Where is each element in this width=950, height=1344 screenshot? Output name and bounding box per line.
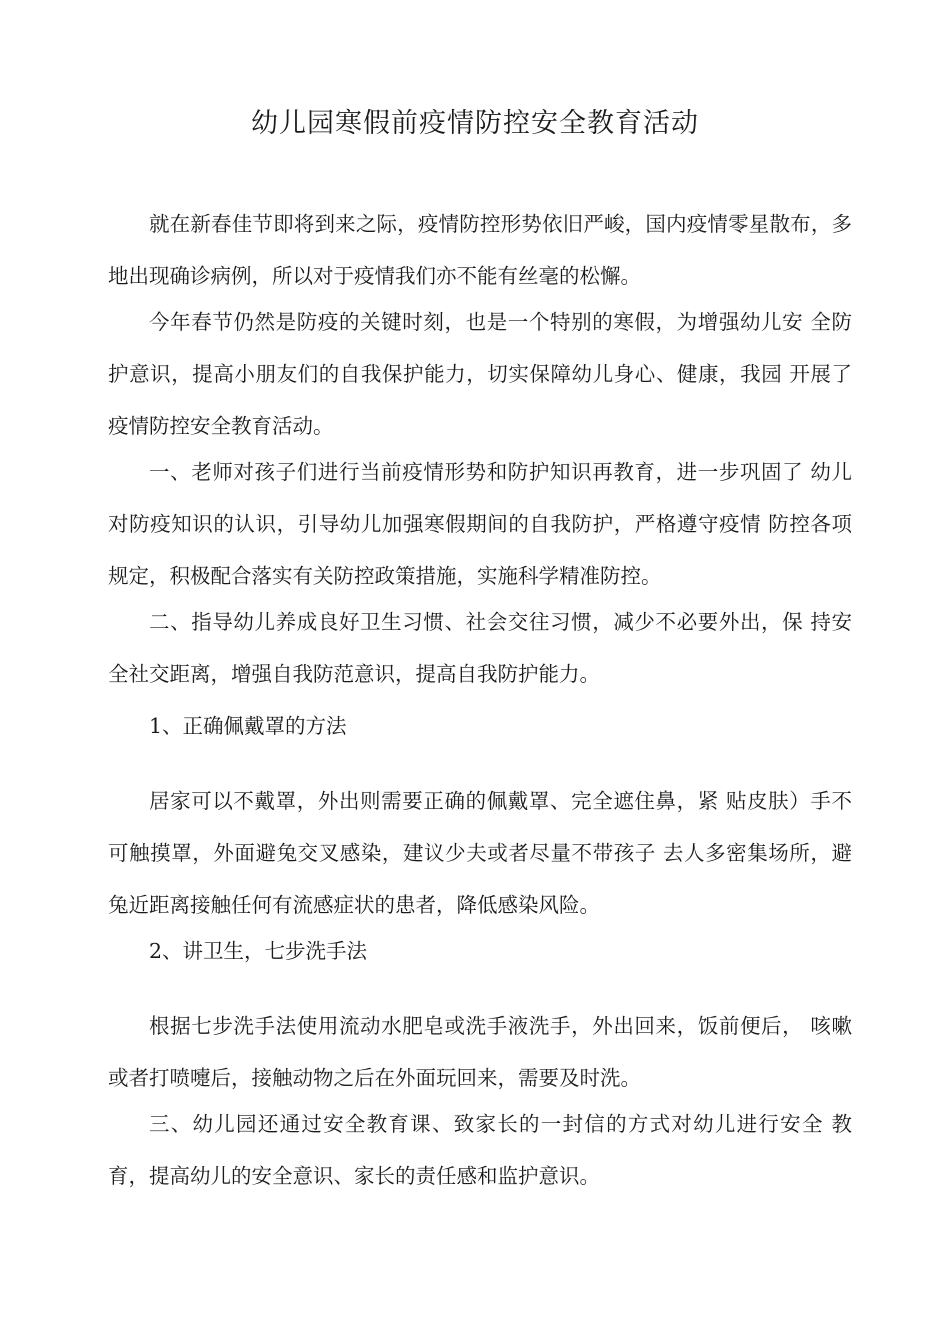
paragraph-point-two: 二、指导幼儿养成良好卫生习惯、社会交往习惯，减少不必要外出，保 持安全社交距离，增强自我防范意识，提高自我防护能力。 xyxy=(108,610,852,686)
subheading-mask-method: 1、正确佩戴罩的方法 xyxy=(149,714,347,738)
paragraph-background: 今年春节仍然是防疫的关键时刻，也是一个特别的寒假，为增强幼儿安 全防护意识，提高小朋友们的自我保护能力，切实保障幼儿身心、健康，我园 开展了疫情防控安全教育活动。 xyxy=(108,310,852,438)
paragraph-point-three: 三、幼儿园还通过安全教育课、致家长的一封信的方式对幼儿进行安全 教育，提高幼儿的安全意识、家长的责任感和监护意识。 xyxy=(108,1112,852,1188)
paragraph-mask-guidance: 居家可以不戴罩，外出则需要正确的佩戴罩、完全遮住鼻，紧 贴皮肤）手不可触摸罩，外面避兔交叉感染，建议少夫或者尽量不带孩子 去人多密集场所，避兔近距离接触任何有流感症状的患者，降低感染风险。 xyxy=(108,789,852,917)
paragraph-intro: 就在新春佳节即将到来之际，疫情防控形势依旧严峻，国内疫情零星散布，多地出现确诊病例，所以对于疫情我们亦不能有丝毫的松懈。 xyxy=(108,212,852,288)
document-title: 幼儿园寒假前疫情防控安全教育活动 xyxy=(251,108,699,139)
paragraph-handwashing-guidance: 根据七步洗手法使用流动水肥皂或洗手液洗手，外出回来，饭前便后， 咳嗽或者打喷嚏后，接触动物之后在外面玩回来，需要及时洗。 xyxy=(108,1014,852,1090)
subheading-handwashing: 2、讲卫生，七步洗手法 xyxy=(149,939,368,963)
paragraph-point-one: 一、老师对孩子们进行当前疫情形势和防护知识再教育，进一步巩固了 幼儿对防疫知识的认识，引导幼儿加强寒假期间的自我防护，严格遵守疫情 防控各项规定，积极配合落实有关防控政策措施，实施科学精准防控。 xyxy=(108,460,852,588)
